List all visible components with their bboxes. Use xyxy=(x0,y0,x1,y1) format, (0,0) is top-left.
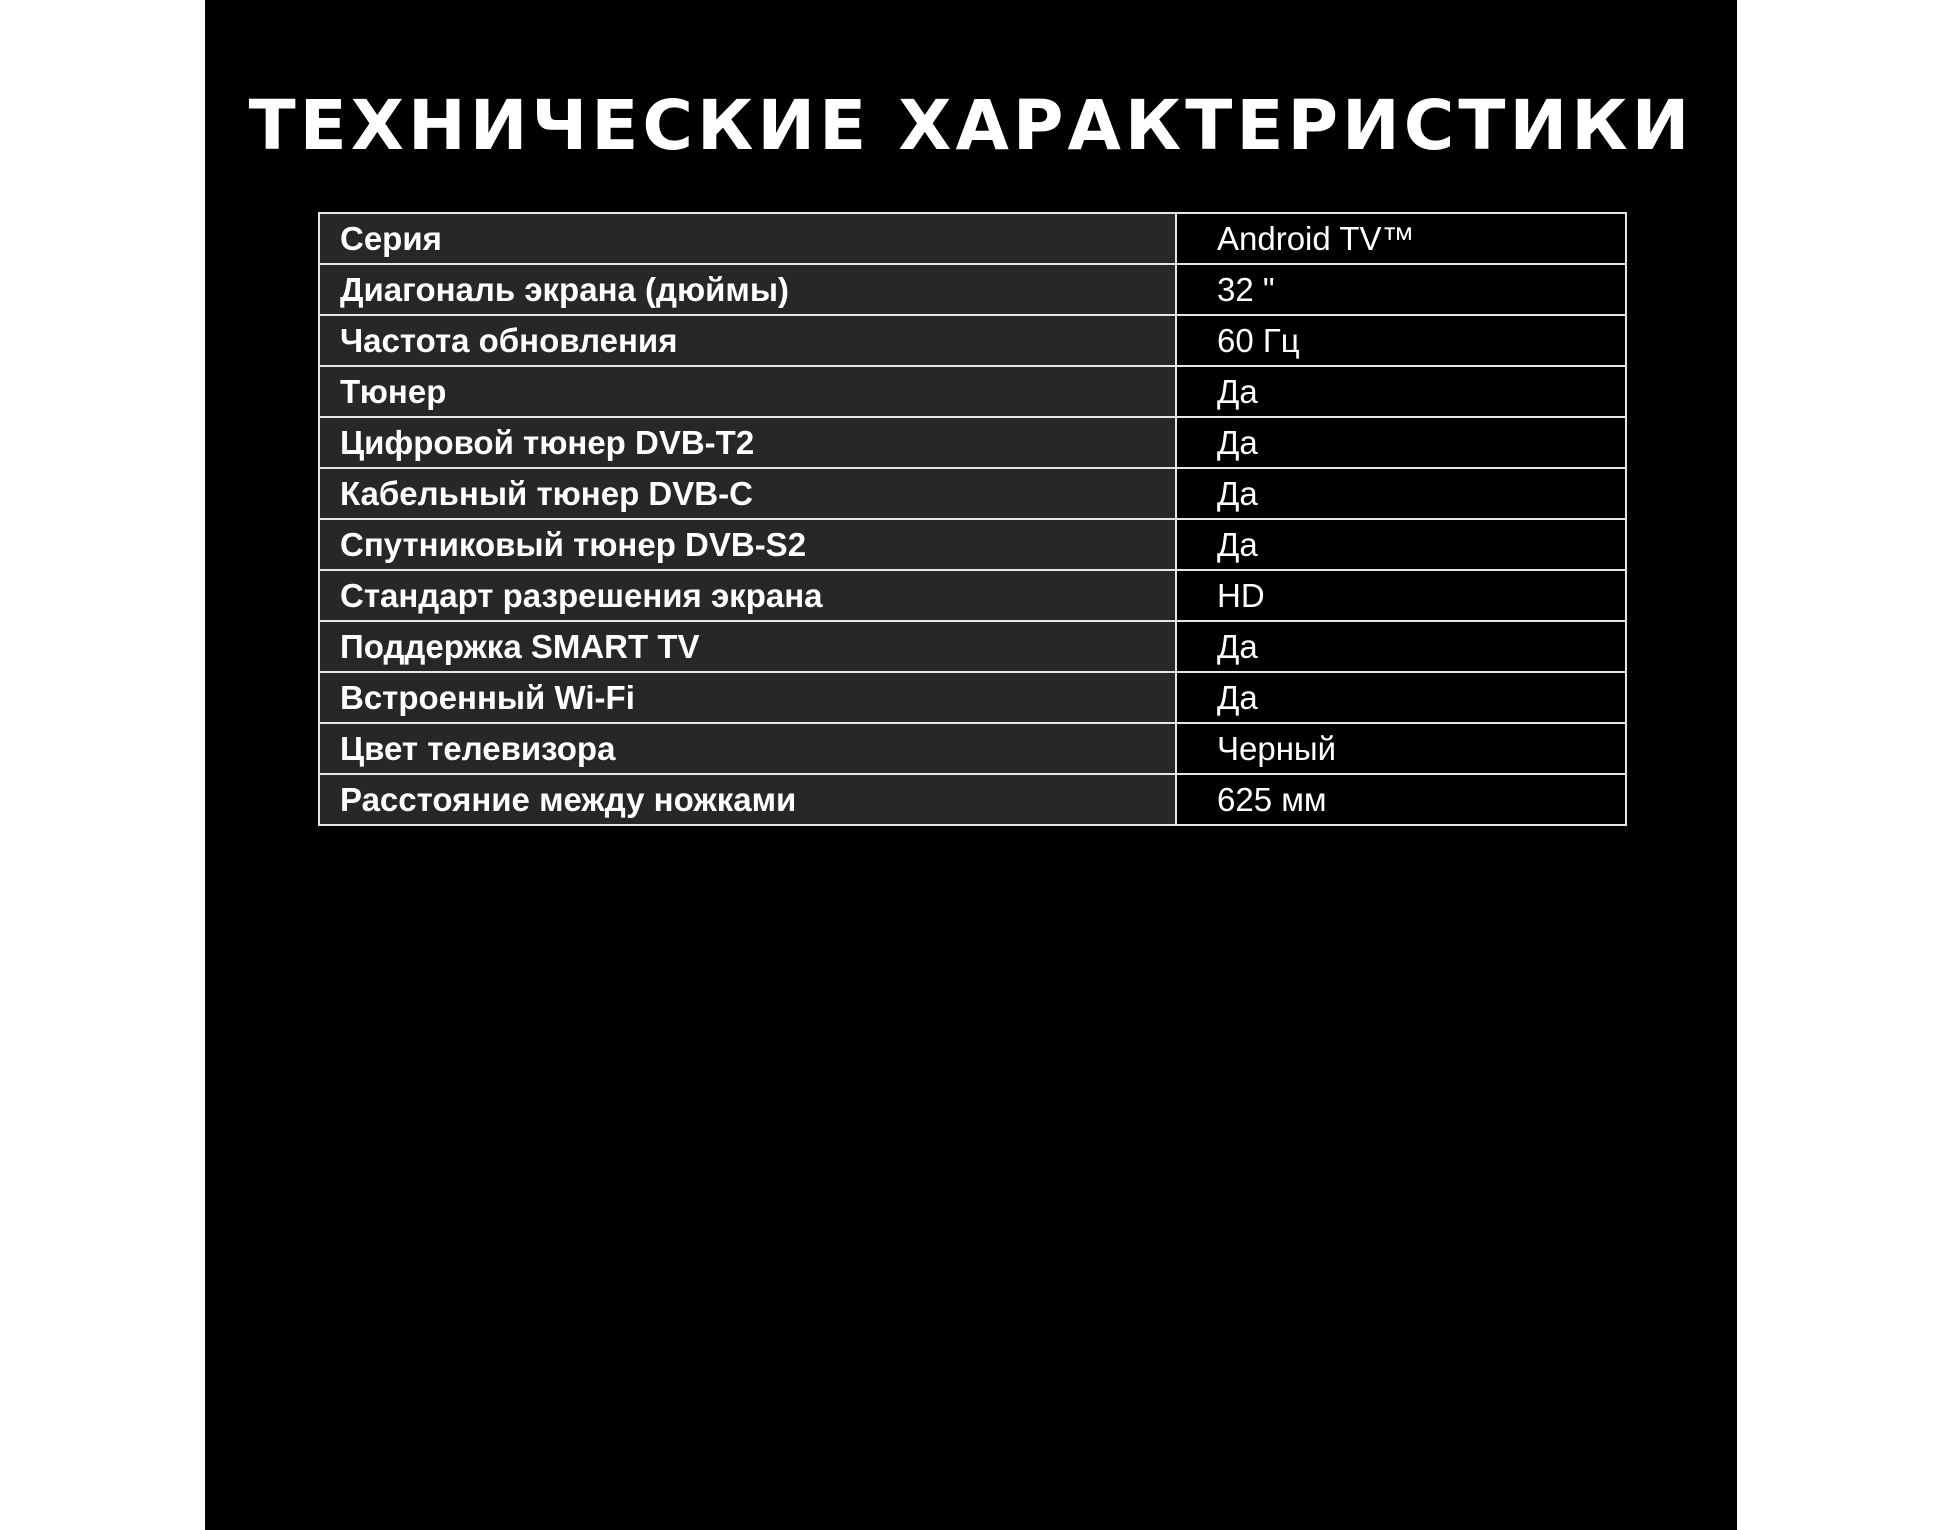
spec-value: Да xyxy=(1176,519,1626,570)
spec-name: Цифровой тюнер DVB-T2 xyxy=(319,417,1176,468)
spec-value: Да xyxy=(1176,366,1626,417)
spec-value: 60 Гц xyxy=(1176,315,1626,366)
spec-value: 32 " xyxy=(1176,264,1626,315)
spec-value: HD xyxy=(1176,570,1626,621)
spec-value: Да xyxy=(1176,417,1626,468)
table-row xyxy=(319,570,1626,621)
table-row xyxy=(319,366,1626,417)
spec-value: Черный xyxy=(1176,723,1626,774)
table-row xyxy=(319,417,1626,468)
table-row xyxy=(319,774,1626,825)
spec-value: Да xyxy=(1176,468,1626,519)
spec-table xyxy=(318,212,1627,826)
spec-name: Диагональ экрана (дюймы) xyxy=(319,264,1176,315)
table-row xyxy=(319,213,1626,264)
table-row xyxy=(319,519,1626,570)
spec-name: Частота обновления xyxy=(319,315,1176,366)
spec-name: Серия xyxy=(319,213,1176,264)
spec-name: Встроенный Wi-Fi xyxy=(319,672,1176,723)
spec-name: Цвет телевизора xyxy=(319,723,1176,774)
table-row xyxy=(319,621,1626,672)
spec-name: Расстояние между ножками xyxy=(319,774,1176,825)
spec-name: Тюнер xyxy=(319,366,1176,417)
spec-value: Да xyxy=(1176,672,1626,723)
page-title: ТЕХНИЧЕСКИЕ ХАРАКТЕРИСТИКИ xyxy=(248,86,1694,166)
spec-name: Стандарт разрешения экрана xyxy=(319,570,1176,621)
table-row xyxy=(319,723,1626,774)
table-row xyxy=(319,315,1626,366)
spec-name: Спутниковый тюнер DVB-S2 xyxy=(319,519,1176,570)
spec-value: 625 мм xyxy=(1176,774,1626,825)
spec-name: Кабельный тюнер DVB-C xyxy=(319,468,1176,519)
spec-value: Да xyxy=(1176,621,1626,672)
table-row xyxy=(319,672,1626,723)
spec-value: Android TV™ xyxy=(1176,213,1626,264)
table-row xyxy=(319,264,1626,315)
spec-name: Поддержка SMART TV xyxy=(319,621,1176,672)
table-row xyxy=(319,468,1626,519)
spec-panel xyxy=(205,0,1737,1530)
